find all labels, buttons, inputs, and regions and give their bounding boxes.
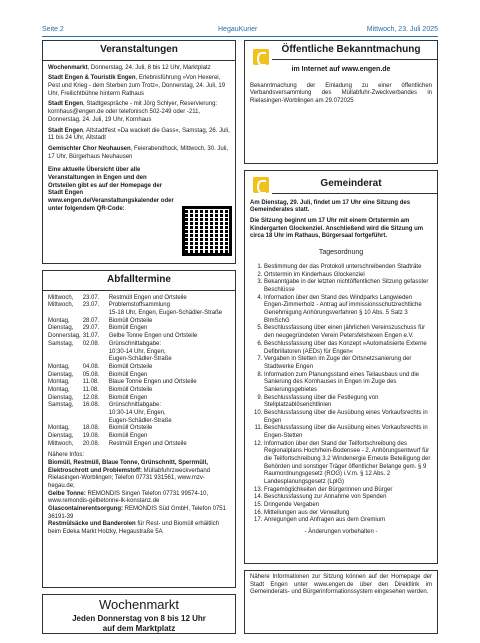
waste-cell: 31.07. (82, 333, 100, 340)
waste-cell (83, 349, 109, 357)
waste-row (48, 395, 224, 403)
waste-cell: Mittwoch, (48, 294, 74, 301)
agenda-item: 8. Information zum Planungsstand eines Teilausbaus und die Sanierung des Kornhauses in Engen im Zuge des Sanierungsgebietes (264, 372, 432, 395)
agenda-item: 17. Anregungen und Anfragen aus dem Gremium (264, 517, 432, 525)
waste-row (48, 349, 224, 357)
event-text: , Erlebnisführung »Von Hexerei, Pest und Krieg - dem Sterben zum Trotz«, Donnerstag, 24. Juli, 19 Uhr, Freilichtbühne hinterm Rathaus (48, 75, 226, 97)
agenda-item: 3. Bekanntgabe in der letzten nichtöffentlichen Sitzung gefasster Beschlüsse (264, 279, 432, 294)
agenda-item: 10. Beschlussfassung über die Ausübung eines Vorkaufsrechts in Engen (264, 410, 432, 425)
waste-cell: Mittwoch, (48, 302, 74, 309)
waste-row (48, 356, 224, 364)
agenda-item: 1. Bestimmung der das Protokoll unterschreibenden Stadträte (264, 264, 432, 272)
agenda-item: 11. Beschlussfassung über die Ausübung eines Vorkaufsrechts in Engen-Stetten (264, 425, 432, 440)
agenda-item: 12. Information über den Stand der Teilfortschreibung des Regionalplans Hochrhein-Bodensee - 2. Anhörungsentwurf für die Teilfortschreibung 3.2 Windenergie Erneute Beteiligung der Behörden und sonstiger Träger öffentlicher Belange gem. § 9 Raumordnungsgesetz (ROG) i.V.m. § 12 Abs. 2 Landesplanungsgesetz (LplG) (264, 441, 432, 487)
agenda-item: 2. Ortstermin im Kinderhaus Glockenziel (264, 272, 432, 280)
waste-row (48, 302, 224, 310)
waste-table (48, 295, 224, 448)
waste-row (48, 410, 224, 418)
event-head: Stadt Engen (48, 127, 84, 134)
waste-row (48, 402, 224, 410)
waste-cell: 05.08. (82, 371, 100, 378)
event-item (48, 128, 230, 143)
waste-cell: 20.08. (82, 440, 100, 447)
agenda-title: Tagesordnung (318, 249, 364, 257)
waste-row (48, 318, 224, 326)
waste-cell (48, 418, 83, 426)
waste-cell: Biomüll Engen (108, 325, 148, 332)
event-head: Stadt Engen (48, 101, 84, 108)
waste-cell: Biomüll Ortsteile (108, 317, 153, 324)
waste-cell: 19.08. (82, 432, 100, 439)
waste-cell: Samstag, (48, 340, 74, 347)
waste-info-text: REMONDIS Süd GmbH, Telefon 0751 36191-39 (48, 505, 226, 520)
events-title: Veranstaltungen (43, 44, 235, 61)
waste-cell (48, 410, 83, 418)
waste-row (48, 379, 224, 387)
waste-info-item (48, 521, 230, 536)
event-item (48, 101, 230, 124)
waste-info-item (48, 460, 230, 491)
waste-info-head: Biomüll, Restmüll, Blaue Tonne, Grünschnitt, Sperrmüll, Elektroschrott und Problemstoff: (48, 459, 208, 474)
paper-name: HegauKurier (218, 26, 258, 33)
event-item (48, 65, 230, 73)
event-head: Stadt Engen & Touristik Engen (48, 75, 136, 82)
agenda-changes: - Änderungen vorbehalten - (304, 528, 378, 535)
event-head: Wochenmarkt (48, 64, 88, 71)
waste-row (48, 295, 224, 303)
waste-cell: Eugen-Schädler-Straße (108, 417, 172, 424)
waste-info-head: Glascontainerentsorgung: (48, 505, 124, 512)
event-item (48, 146, 230, 161)
agenda-item: 6. Beschlussfassung über das Konzept »Automatisierte Externe Defibrillatoren (AEDs) für Engen« (264, 341, 432, 356)
waste-cell: Gelbe Tonne Engen und Ortsteile (108, 333, 198, 340)
waste-cell: Grünschnittabgabe: (108, 340, 162, 347)
qr-code[interactable] (185, 209, 229, 253)
waste-cell: Dienstag, (48, 394, 74, 401)
events-box (42, 40, 236, 264)
waste-cell: 11.08. (82, 379, 99, 386)
market-box (42, 594, 236, 634)
council-footer-text: Nähere Informationen zur Sitzung können auf der Homepage der Stadt Engen unter www.engen.de über den Direktlink im Gemeinderats- und Bürgerinformationssystem eingesehen werden. (250, 574, 432, 596)
agenda-item: 15. Dringende Vergaben (264, 502, 432, 510)
waste-row (48, 333, 224, 341)
waste-cell: 12.08. (82, 394, 100, 401)
market-title: Wochenmarkt (99, 597, 179, 612)
waste-cell: 18.08. (82, 425, 100, 432)
waste-box (42, 270, 236, 588)
event-text: , Feierabendhock, Mittwoch, 30. Juli, 17 Uhr, Bürgerhaus Neuhausen (48, 145, 229, 160)
events-list (48, 65, 230, 161)
waste-cell: 02.08. (82, 340, 100, 347)
issue-date: Mittwoch, 23. Juli 2025 (366, 26, 438, 33)
waste-cell: Biomüll Ortsteile (108, 363, 153, 370)
agenda-list (250, 264, 432, 525)
waste-row (48, 325, 224, 333)
market-line2: auf dem Marktplatz (102, 623, 176, 633)
city-logo-icon (253, 49, 269, 65)
agenda-item: 16. Mitteilungen aus der Verwaltung (264, 510, 432, 518)
waste-title: Abfalltermine (43, 274, 235, 291)
council-intro: Am Dienstag, 29. Juli, findet um 17 Uhr eine Sitzung des Gemeinderates statt. (250, 199, 411, 214)
announcement-title: Öffentliche Bekanntmachung (281, 44, 421, 55)
event-text: , Stadtgespräche - mit Jörg Schlyer, Reservierung: kornhaus@engen.de oder telefonisch 502-249 oder -211, Donnerstag, 24. Juli, 19 Uhr, Kornhaus (48, 101, 218, 123)
agenda-item: 5. Beschlussfassung über einen jährlichen Vereinszuschuss für den neugegründeten Verein Petersfelshexen Engen e.V. (264, 325, 432, 340)
waste-row (48, 441, 224, 449)
waste-cell: Grünschnittabgabe: (108, 402, 162, 409)
waste-cell: Biomüll Ortsteile (108, 425, 153, 432)
waste-cell: Dienstag, (48, 325, 74, 332)
waste-cell: Mittwoch, (48, 440, 74, 447)
waste-info-item (48, 506, 230, 521)
waste-cell: Biomüll Engen (108, 371, 148, 378)
waste-cell (48, 310, 83, 318)
events-qr-text: Eine aktuelle Übersicht über alle Veranstaltungen in Engen und den Ortsteilen gibt es auf der Homepage der Stadt Engen www.engen.de/Veranstaltungskalender oder unter folgendem QR-Code: (48, 167, 174, 212)
event-text: , Donnerstag, 24. Juli, 8 bis 12 Uhr, Marktplatz (87, 64, 211, 71)
waste-cell: Montag, (48, 425, 70, 432)
waste-cell: Montag, (48, 386, 70, 393)
agenda-item: 4. Information über den Stand des Windparks Langwieden Engen-Zimmerholz - Antrag auf immissionsschutzrechtliche Genehmigung Anhörungsverfahren § 10 Abs. 5 Satz 3 BImSchG (264, 295, 432, 326)
event-text: , Altstadtfest »Da wackelt die Gass«, Samstag, 26. Juli, 11 bis 24 Uhr, Altstadt (48, 127, 230, 142)
agenda-item: 14. Beschlussfassung zur Annahme von Spenden (264, 494, 432, 502)
waste-row (48, 364, 224, 372)
waste-row (48, 341, 224, 349)
waste-info-item (48, 491, 230, 506)
market-line1: Jeden Donnerstag von 8 bis 12 Uhr (72, 613, 206, 623)
waste-cell: Samstag, (48, 402, 74, 409)
council-title: Gemeinderat (320, 178, 382, 189)
waste-cell: 23.07. (82, 294, 100, 301)
waste-cell: Montag, (48, 379, 70, 386)
waste-cell: Restmüll Engen und Ortsteile (108, 440, 187, 447)
waste-row (48, 425, 224, 433)
waste-cell: 10:30-14 Uhr, Engen, (108, 348, 166, 355)
waste-cell: Problemstoffsammlung (108, 302, 170, 309)
page-header (42, 24, 438, 37)
waste-cell: 16.08. (82, 402, 100, 409)
waste-cell: Biomüll Ortsteile (108, 386, 153, 393)
waste-cell: 04.08. (82, 363, 100, 370)
waste-cell: 15-18 Uhr, Engen, Eugen-Schädler-Straße (108, 310, 223, 317)
waste-cell: Montag, (48, 363, 70, 370)
agenda-item: 9. Beschlussfassung über die Festlegung von Stellplatzablöserichtlinien (264, 395, 432, 410)
waste-cell (83, 310, 109, 318)
waste-cell (48, 356, 83, 364)
waste-cell: 28.07. (82, 317, 100, 324)
waste-cell: Montag, (48, 317, 70, 324)
waste-cell (83, 356, 109, 364)
waste-row (48, 433, 224, 441)
waste-cell (83, 410, 109, 418)
waste-cell: Biomüll Engen (108, 432, 148, 439)
waste-info-head: Restmülsäcke und Banderolen (48, 521, 136, 528)
waste-info (48, 452, 230, 536)
council-box (244, 170, 438, 564)
announcement-box (244, 40, 438, 164)
announcement-text: Bekanntmachung der Einladung zu einer öffentlichen Verbandsversammlung des Müllabfuhr-Zweckverbandes in Rielasingen-Worblingen am 29.072025 (250, 82, 432, 105)
waste-cell: 29.07. (82, 325, 100, 332)
waste-cell: Biomüll Engen (108, 394, 148, 401)
waste-row (48, 372, 224, 380)
waste-info-text: für Rest- und Biomüll erhältlich beim Edeka Markt Holzky, Hegaustraße 5A (48, 521, 220, 535)
city-logo-icon-2 (253, 177, 269, 193)
waste-cell: Dienstag, (48, 432, 74, 439)
waste-info-head: Nähere Infos: (48, 452, 85, 459)
page-number: Seite 2 (42, 26, 64, 33)
waste-cell: 11.08. (82, 386, 99, 393)
waste-cell: 10:30-14 Uhr, Engen, (108, 409, 166, 416)
waste-info-head: Gelbe Tonne: (48, 490, 86, 497)
agenda-item: 7. Vergaben in Stetten im Zuge der Ortsnetzsanierung der Stadtwerke Engen (264, 356, 432, 371)
council-footer-box (244, 570, 438, 634)
waste-info-text: Müllabfuhrzweckverband Rielasingen-Worblingen; Telefon 07731 931561, www.mzv-hegau.de; (48, 467, 211, 489)
waste-cell: Dienstag, (48, 371, 74, 378)
event-head: Gemischter Chor Neuhausen (48, 145, 131, 152)
waste-row (48, 310, 224, 318)
waste-cell (48, 349, 83, 357)
waste-cell: Blaue Tonne Engen und Ortsteile (108, 379, 197, 386)
waste-cell: Donnerstag, (48, 333, 81, 340)
waste-row (48, 387, 224, 395)
waste-cell (83, 418, 109, 426)
event-item (48, 75, 230, 98)
waste-cell: 23.07. (82, 302, 100, 309)
council-intro-2: Die Sitzung beginnt um 17 Uhr mit einem Ortstermin am Kindergarten Glockenziel. Anschließend wird die Sitzung um circa 18 Uhr im Rathaus, Bürgersaal fortgeführt. (250, 218, 424, 240)
agenda-item: 13. Fragemöglichkeiten der Bürgerinnen und Bürger (264, 487, 432, 495)
waste-row (48, 418, 224, 426)
waste-cell: Restmüll Engen und Ortsteile (108, 294, 187, 301)
announcement-subtitle: im Internet auf www.engen.de (291, 65, 391, 73)
waste-info-text: REMONDIS Singen Telefon 07731 99574-10, www.remondis-gelbetonne-lk-konstanz.de (48, 490, 209, 505)
waste-cell: Eugen-Schädler-Straße (108, 356, 172, 363)
